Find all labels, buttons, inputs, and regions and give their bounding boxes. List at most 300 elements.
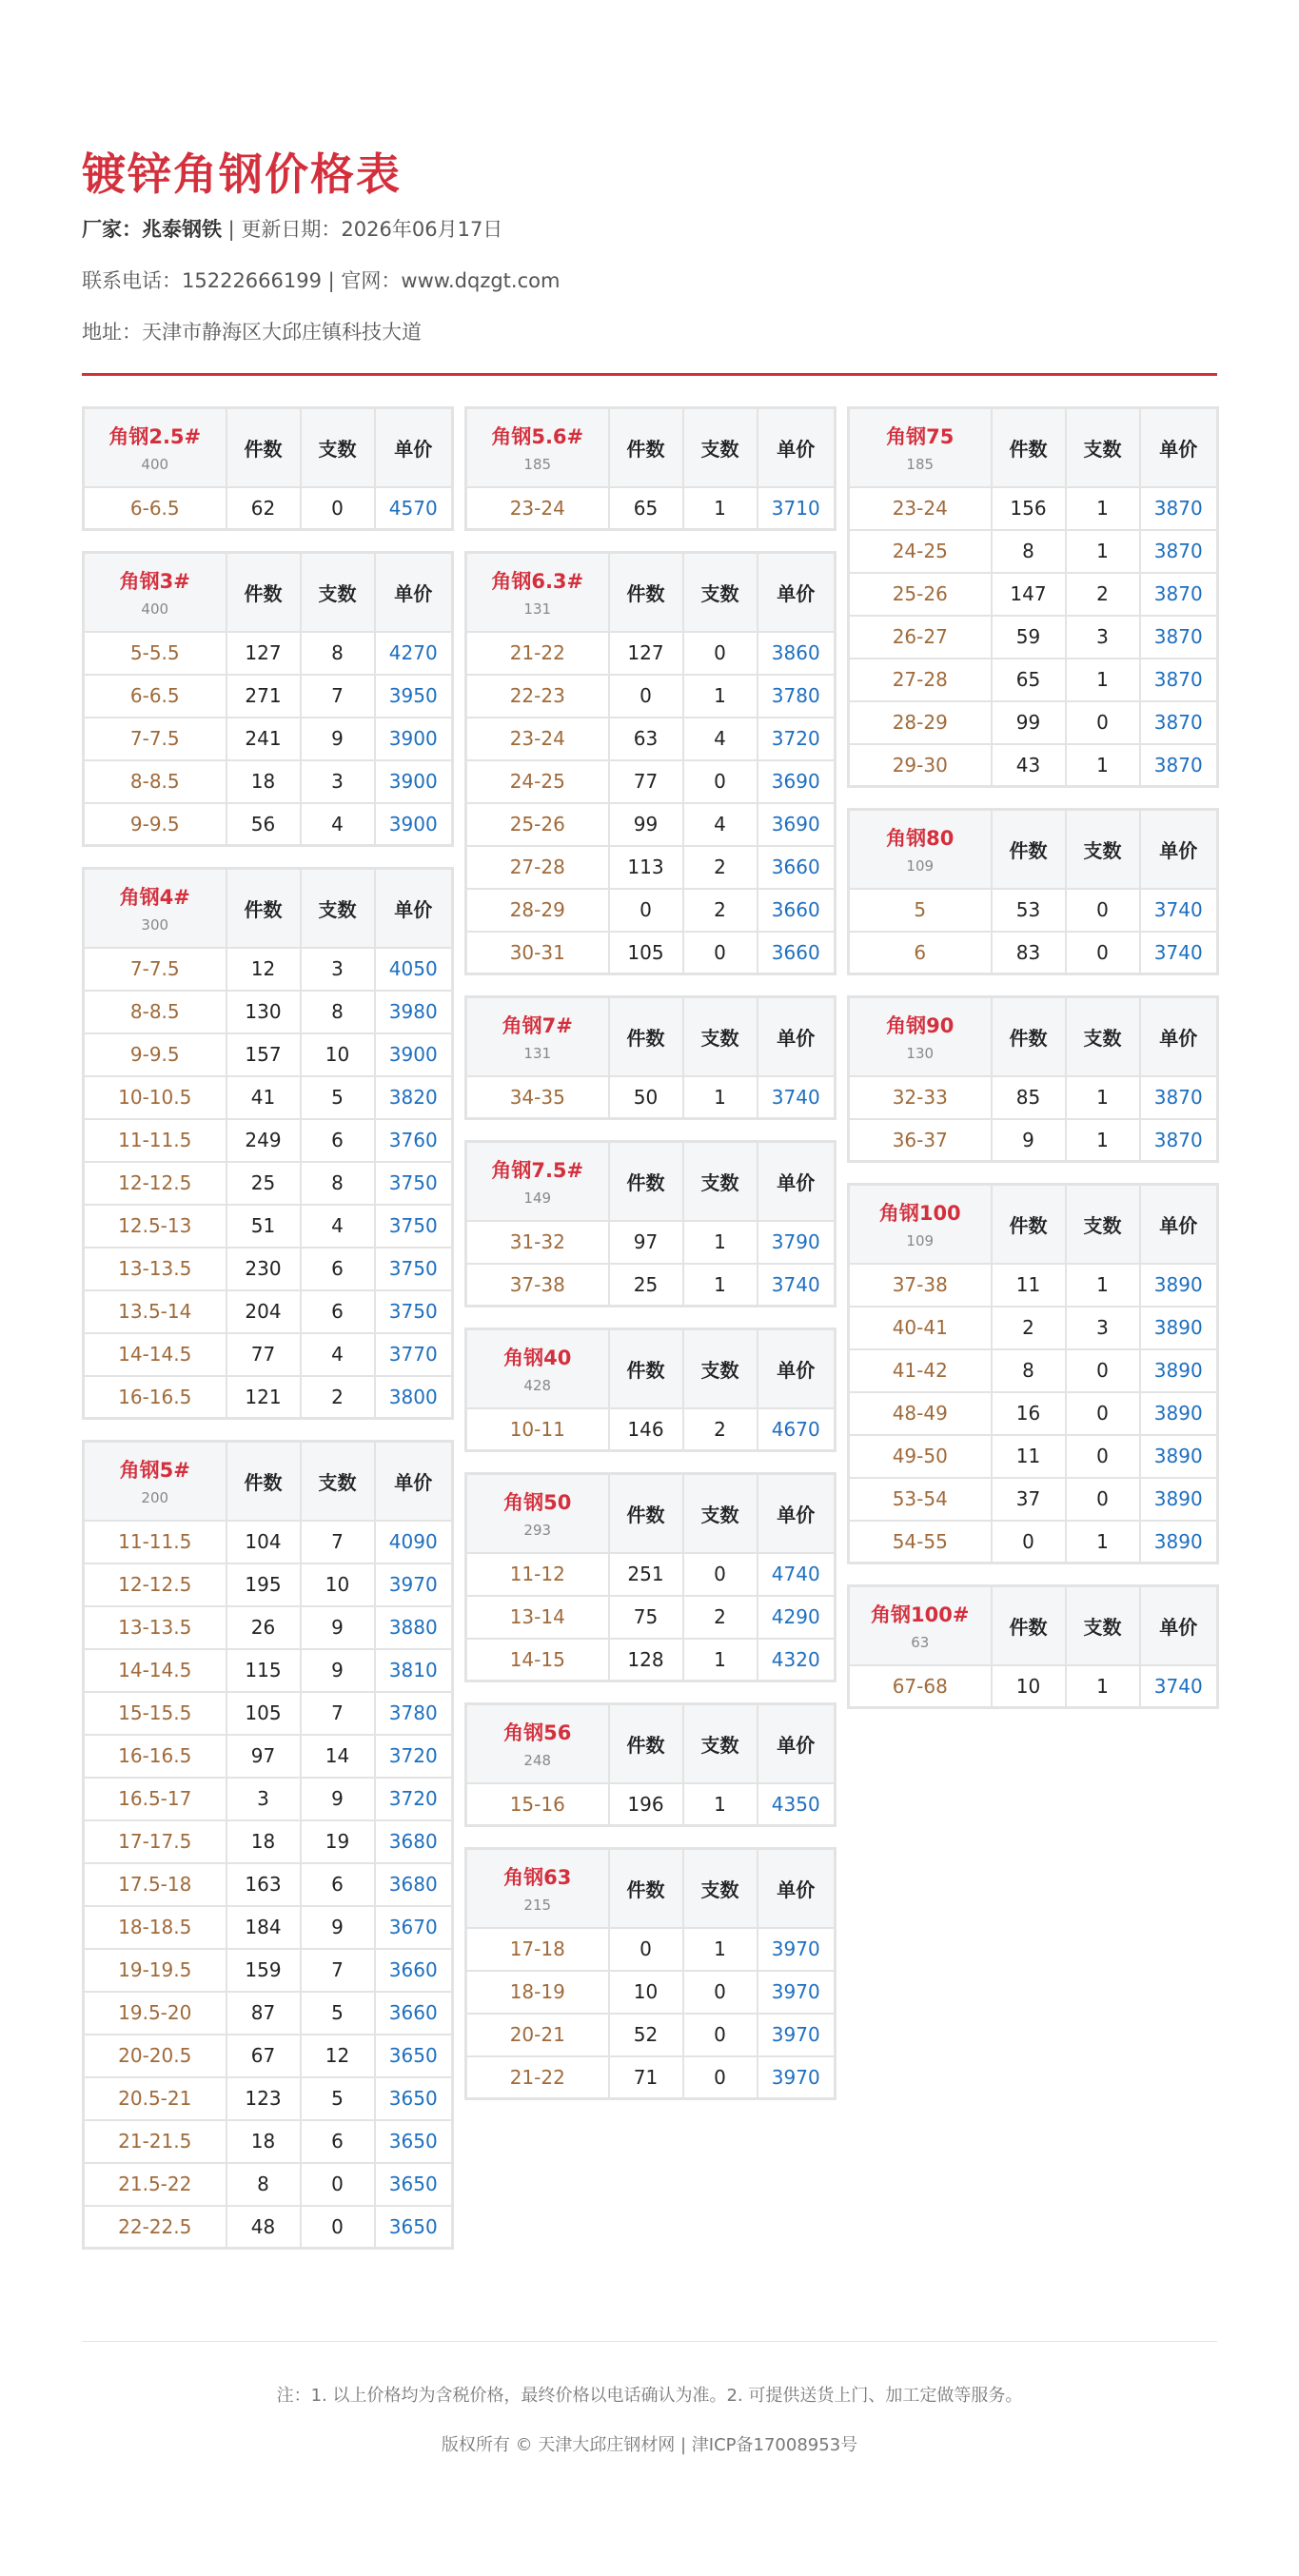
- count-header: 件数: [609, 1142, 683, 1221]
- price-table: [464, 1847, 836, 2100]
- length-range-cell: 34-35: [466, 1076, 609, 1119]
- price-cell: 3870: [1140, 487, 1218, 530]
- count-cell: 11: [992, 1264, 1066, 1307]
- pieces-cell: 3: [1066, 1307, 1140, 1349]
- length-range-cell: 13-14: [466, 1596, 609, 1639]
- count-cell: 41: [226, 1076, 301, 1119]
- price-table: [847, 1183, 1219, 1564]
- table-row: [466, 760, 836, 803]
- price-cell: 3740: [758, 1076, 836, 1119]
- price-table: [464, 1140, 836, 1308]
- product-header: [84, 869, 226, 948]
- count-cell: 48: [226, 2206, 301, 2249]
- length-range-cell: 8-8.5: [84, 760, 226, 803]
- length-range-cell: 16.5-17: [84, 1778, 226, 1820]
- price-cell: 3650: [375, 2120, 453, 2163]
- pieces-header: 支数: [1066, 997, 1140, 1076]
- pieces-header: 支数: [301, 553, 375, 632]
- length-range-cell: 23-24: [466, 487, 609, 530]
- table-row: [466, 1553, 836, 1596]
- price-cell: 3880: [375, 1606, 453, 1649]
- length-range-cell: 20-20.5: [84, 2035, 226, 2077]
- pieces-cell: 1: [683, 1076, 758, 1119]
- price-table: [847, 995, 1219, 1163]
- price-header: 单价: [375, 869, 453, 948]
- pieces-cell: 0: [1066, 1478, 1140, 1521]
- pieces-cell: 4: [301, 1333, 375, 1376]
- pieces-header: 支数: [1066, 408, 1140, 487]
- count-cell: 156: [992, 487, 1066, 530]
- price-cell: 4740: [758, 1553, 836, 1596]
- price-cell: 3950: [375, 675, 453, 718]
- update-date: | 更新日期：2026年06月17日: [222, 218, 503, 241]
- length-range-cell: 11-11.5: [84, 1119, 226, 1162]
- price-cell: 3740: [1140, 889, 1218, 932]
- length-range-cell: 48-49: [849, 1392, 992, 1435]
- count-cell: 43: [992, 744, 1066, 787]
- pieces-cell: 14: [301, 1735, 375, 1778]
- count-header: 件数: [609, 1849, 683, 1928]
- price-cell: 3740: [1140, 1665, 1218, 1708]
- price-cell: 4090: [375, 1521, 453, 1563]
- pieces-cell: 0: [1066, 1435, 1140, 1478]
- product-name: 角钢7.5#: [491, 1159, 584, 1183]
- price-cell: 4270: [375, 632, 453, 675]
- table-row: [84, 1521, 453, 1563]
- product-header: [466, 408, 609, 487]
- pieces-cell: 0: [683, 2014, 758, 2056]
- count-cell: 0: [992, 1521, 1066, 1563]
- pieces-cell: 0: [301, 2163, 375, 2206]
- product-name: 角钢7#: [502, 1014, 573, 1038]
- length-range-cell: 21-22: [466, 2056, 609, 2099]
- length-range-cell: 53-54: [849, 1478, 992, 1521]
- pieces-cell: 5: [301, 1076, 375, 1119]
- table-row: [84, 1949, 453, 1992]
- pieces-cell: 1: [683, 1783, 758, 1826]
- pieces-cell: 1: [683, 487, 758, 530]
- pieces-cell: 2: [683, 889, 758, 932]
- count-cell: 62: [226, 487, 301, 530]
- pieces-header: 支数: [683, 1329, 758, 1408]
- price-cell: 3760: [375, 1119, 453, 1162]
- length-range-cell: 23-24: [466, 718, 609, 760]
- product-header: [466, 1329, 609, 1408]
- length-range-cell: 8-8.5: [84, 991, 226, 1033]
- footer-copyright: 版权所有 © 天津大邱庄钢材网 | 津ICP备17008953号: [441, 2435, 858, 2455]
- length-range-cell: 11-11.5: [84, 1521, 226, 1563]
- pieces-cell: 3: [1066, 616, 1140, 659]
- price-table: [82, 1440, 454, 2250]
- table-row: [849, 1665, 1218, 1708]
- price-cell: 3890: [1140, 1307, 1218, 1349]
- price-cell: 3900: [375, 718, 453, 760]
- price-cell: 4050: [375, 948, 453, 991]
- product-spec: 109: [906, 1232, 935, 1250]
- count-cell: 0: [609, 889, 683, 932]
- length-range-cell: 6: [849, 932, 992, 974]
- product-header: [84, 1442, 226, 1521]
- count-cell: 271: [226, 675, 301, 718]
- price-cell: 3900: [375, 1033, 453, 1076]
- table-header-row: [466, 1142, 836, 1221]
- pieces-cell: 7: [301, 1692, 375, 1735]
- pieces-cell: 1: [1066, 1665, 1140, 1708]
- length-range-cell: 23-24: [849, 487, 992, 530]
- pieces-cell: 4: [683, 803, 758, 846]
- length-range-cell: 10-10.5: [84, 1076, 226, 1119]
- count-cell: 251: [609, 1553, 683, 1596]
- table-row: [849, 530, 1218, 573]
- length-range-cell: 37-38: [849, 1264, 992, 1307]
- price-cell: 3660: [758, 932, 836, 974]
- manufacturer-label: 厂家：兆泰钢铁: [82, 218, 222, 241]
- price-cell: 3890: [1140, 1435, 1218, 1478]
- price-cell: 3720: [375, 1735, 453, 1778]
- count-cell: 128: [609, 1639, 683, 1681]
- length-range-cell: 67-68: [849, 1665, 992, 1708]
- pieces-cell: 8: [301, 991, 375, 1033]
- price-table: [847, 406, 1219, 788]
- price-header: 单价: [758, 1329, 836, 1408]
- table-row: [84, 803, 453, 846]
- pieces-cell: 1: [683, 1639, 758, 1681]
- price-header: 单价: [758, 1849, 836, 1928]
- price-header: 单价: [758, 408, 836, 487]
- table-row: [466, 487, 836, 530]
- price-cell: 3970: [758, 1971, 836, 2014]
- pieces-cell: 2: [683, 1596, 758, 1639]
- pieces-header: 支数: [683, 997, 758, 1076]
- count-cell: 18: [226, 1820, 301, 1863]
- price-header: 单价: [1140, 997, 1218, 1076]
- length-range-cell: 31-32: [466, 1221, 609, 1264]
- count-cell: 8: [992, 1349, 1066, 1392]
- table-row: [84, 2035, 453, 2077]
- count-cell: 3: [226, 1778, 301, 1820]
- pieces-cell: 8: [301, 1162, 375, 1205]
- count-cell: 130: [226, 991, 301, 1033]
- table-row: [84, 487, 453, 530]
- table-row: [84, 675, 453, 718]
- length-range-cell: 21-21.5: [84, 2120, 226, 2163]
- length-range-cell: 11-12: [466, 1553, 609, 1596]
- product-header: [466, 553, 609, 632]
- pieces-cell: 19: [301, 1820, 375, 1863]
- price-header: 单价: [1140, 408, 1218, 487]
- length-range-cell: 21-22: [466, 632, 609, 675]
- pieces-cell: 7: [301, 1949, 375, 1992]
- product-name: 角钢50: [503, 1491, 572, 1515]
- table-row: [849, 889, 1218, 932]
- price-cell: 3650: [375, 2163, 453, 2206]
- table-row: [84, 1333, 453, 1376]
- length-range-cell: 24-25: [466, 760, 609, 803]
- length-range-cell: 14-14.5: [84, 1333, 226, 1376]
- price-cell: 3690: [758, 803, 836, 846]
- pieces-cell: 0: [301, 487, 375, 530]
- pieces-cell: 0: [1066, 1349, 1140, 1392]
- product-header: [466, 1142, 609, 1221]
- table-row: [466, 2056, 836, 2099]
- count-cell: 204: [226, 1290, 301, 1333]
- table-header-row: [849, 408, 1218, 487]
- count-cell: 249: [226, 1119, 301, 1162]
- length-range-cell: 19.5-20: [84, 1992, 226, 2035]
- length-range-cell: 13-13.5: [84, 1606, 226, 1649]
- length-range-cell: 21.5-22: [84, 2163, 226, 2206]
- pieces-cell: 1: [1066, 659, 1140, 701]
- address-line: 地址：天津市静海区大邱庄镇科技大道: [82, 321, 422, 344]
- count-cell: 127: [226, 632, 301, 675]
- price-cell: 3800: [375, 1376, 453, 1419]
- table-row: [466, 1596, 836, 1639]
- product-spec: 200: [141, 1489, 169, 1507]
- product-spec: 63: [911, 1634, 930, 1652]
- product-spec: 131: [523, 600, 552, 619]
- product-name: 角钢63: [503, 1866, 572, 1890]
- table-row: [466, 1221, 836, 1264]
- table-row: [84, 1778, 453, 1820]
- price-cell: 3890: [1140, 1392, 1218, 1435]
- price-cell: 3740: [1140, 932, 1218, 974]
- pieces-header: 支数: [683, 553, 758, 632]
- length-range-cell: 49-50: [849, 1435, 992, 1478]
- count-cell: 0: [609, 1928, 683, 1971]
- price-cell: 4320: [758, 1639, 836, 1681]
- product-spec: 428: [523, 1377, 552, 1395]
- count-header: 件数: [992, 408, 1066, 487]
- product-name: 角钢56: [503, 1721, 572, 1745]
- count-cell: 59: [992, 616, 1066, 659]
- pieces-cell: 0: [1066, 701, 1140, 744]
- length-range-cell: 26-27: [849, 616, 992, 659]
- pieces-cell: 0: [683, 632, 758, 675]
- pieces-cell: 0: [1066, 932, 1140, 974]
- price-cell: 3670: [375, 1906, 453, 1949]
- price-header: 单价: [375, 1442, 453, 1521]
- length-range-cell: 7-7.5: [84, 948, 226, 991]
- table-row: [84, 1376, 453, 1419]
- table-header-row: [84, 408, 453, 487]
- count-cell: 71: [609, 2056, 683, 2099]
- count-cell: 104: [226, 1521, 301, 1563]
- pieces-cell: 4: [301, 803, 375, 846]
- count-header: 件数: [226, 869, 301, 948]
- price-cell: 3740: [758, 1264, 836, 1307]
- pieces-cell: 1: [1066, 487, 1140, 530]
- pieces-cell: 2: [301, 1376, 375, 1419]
- table-header-row: [849, 1185, 1218, 1264]
- table-row: [466, 1076, 836, 1119]
- count-cell: 53: [992, 889, 1066, 932]
- count-cell: 67: [226, 2035, 301, 2077]
- length-range-cell: 27-28: [466, 846, 609, 889]
- product-spec: 185: [523, 456, 552, 474]
- price-cell: 4350: [758, 1783, 836, 1826]
- pieces-cell: 0: [683, 760, 758, 803]
- product-name: 角钢4#: [119, 886, 190, 910]
- table-row: [84, 1162, 453, 1205]
- count-cell: 8: [226, 2163, 301, 2206]
- pieces-cell: 0: [301, 2206, 375, 2249]
- table-row: [84, 1863, 453, 1906]
- table-row: [84, 2077, 453, 2120]
- product-spec: 400: [141, 456, 169, 474]
- price-cell: 4290: [758, 1596, 836, 1639]
- price-table: [464, 1472, 836, 1682]
- count-cell: 105: [226, 1692, 301, 1735]
- pieces-cell: 4: [683, 718, 758, 760]
- length-range-cell: 20.5-21: [84, 2077, 226, 2120]
- table-header-row: [466, 408, 836, 487]
- price-header: 单价: [758, 553, 836, 632]
- table-row: [466, 1639, 836, 1681]
- pieces-cell: 10: [301, 1033, 375, 1076]
- price-header: 单价: [375, 553, 453, 632]
- price-table: [847, 1584, 1219, 1709]
- count-cell: 85: [992, 1076, 1066, 1119]
- count-cell: 11: [992, 1435, 1066, 1478]
- table-row: [84, 1563, 453, 1606]
- length-range-cell: 16-16.5: [84, 1735, 226, 1778]
- length-range-cell: 12.5-13: [84, 1205, 226, 1248]
- length-range-cell: 32-33: [849, 1076, 992, 1119]
- length-range-cell: 24-25: [849, 530, 992, 573]
- table-row: [466, 932, 836, 974]
- price-cell: 3870: [1140, 701, 1218, 744]
- product-header: [849, 408, 992, 487]
- price-cell: 3680: [375, 1820, 453, 1863]
- price-header: 单价: [1140, 810, 1218, 889]
- table-row: [466, 2014, 836, 2056]
- price-cell: 4570: [375, 487, 453, 530]
- price-table: [82, 867, 454, 1420]
- count-cell: 147: [992, 573, 1066, 616]
- price-cell: 3650: [375, 2035, 453, 2077]
- product-header: [849, 1586, 992, 1665]
- length-range-cell: 7-7.5: [84, 718, 226, 760]
- table-row: [84, 1735, 453, 1778]
- table-header-row: [84, 869, 453, 948]
- price-cell: 3810: [375, 1649, 453, 1692]
- pieces-cell: 1: [683, 675, 758, 718]
- length-range-cell: 40-41: [849, 1307, 992, 1349]
- price-cell: 3970: [375, 1563, 453, 1606]
- pieces-cell: 9: [301, 718, 375, 760]
- count-header: 件数: [609, 408, 683, 487]
- pieces-header: 支数: [1066, 1586, 1140, 1665]
- count-header: 件数: [226, 1442, 301, 1521]
- length-range-cell: 12-12.5: [84, 1563, 226, 1606]
- price-cell: 3970: [758, 2014, 836, 2056]
- count-header: 件数: [609, 553, 683, 632]
- pieces-cell: 1: [683, 1928, 758, 1971]
- product-name: 角钢3#: [119, 570, 190, 594]
- product-header: [466, 1474, 609, 1553]
- table-header-row: [466, 553, 836, 632]
- pieces-cell: 3: [301, 948, 375, 991]
- table-header-row: [466, 1849, 836, 1928]
- price-cell: 3660: [375, 1992, 453, 2035]
- length-range-cell: 6-6.5: [84, 675, 226, 718]
- count-cell: 230: [226, 1248, 301, 1290]
- product-header: [84, 408, 226, 487]
- length-range-cell: 17.5-18: [84, 1863, 226, 1906]
- length-range-cell: 17-17.5: [84, 1820, 226, 1863]
- table-header-row: [466, 1329, 836, 1408]
- count-cell: 77: [226, 1333, 301, 1376]
- table-row: [849, 1349, 1218, 1392]
- count-cell: 10: [992, 1665, 1066, 1708]
- pieces-cell: 5: [301, 1992, 375, 2035]
- count-cell: 9: [992, 1119, 1066, 1162]
- table-row: [849, 932, 1218, 974]
- pieces-cell: 9: [301, 1778, 375, 1820]
- length-range-cell: 14-15: [466, 1639, 609, 1681]
- table-row: [849, 659, 1218, 701]
- table-header-row: [849, 997, 1218, 1076]
- pieces-cell: 6: [301, 1290, 375, 1333]
- page-title: 镀锌角钢价格表: [82, 148, 402, 200]
- price-column: [847, 406, 1216, 1709]
- price-cell: 3860: [758, 632, 836, 675]
- product-spec: 109: [906, 857, 935, 875]
- table-row: [84, 1119, 453, 1162]
- table-row: [84, 1248, 453, 1290]
- length-range-cell: 22-22.5: [84, 2206, 226, 2249]
- pieces-cell: 1: [1066, 530, 1140, 573]
- pieces-cell: 0: [1066, 889, 1140, 932]
- price-cell: 3870: [1140, 530, 1218, 573]
- pieces-cell: 2: [1066, 573, 1140, 616]
- product-header: [466, 1849, 609, 1928]
- table-row: [849, 616, 1218, 659]
- length-range-cell: 5-5.5: [84, 632, 226, 675]
- product-spec: 215: [523, 1897, 552, 1915]
- pieces-header: 支数: [683, 1474, 758, 1553]
- price-cell: 3900: [375, 803, 453, 846]
- price-cell: 3780: [375, 1692, 453, 1735]
- count-cell: 10: [609, 1971, 683, 2014]
- pieces-cell: 12: [301, 2035, 375, 2077]
- price-column: [464, 406, 834, 2100]
- length-range-cell: 19-19.5: [84, 1949, 226, 1992]
- price-cell: 3820: [375, 1076, 453, 1119]
- table-row: [84, 718, 453, 760]
- table-header-row: [466, 1704, 836, 1783]
- price-cell: 3900: [375, 760, 453, 803]
- table-row: [466, 632, 836, 675]
- count-cell: 113: [609, 846, 683, 889]
- length-range-cell: 27-28: [849, 659, 992, 701]
- pieces-header: 支数: [683, 1704, 758, 1783]
- price-cell: 3970: [758, 2056, 836, 2099]
- product-spec: 400: [141, 600, 169, 619]
- length-range-cell: 16-16.5: [84, 1376, 226, 1419]
- table-row: [84, 760, 453, 803]
- count-cell: 123: [226, 2077, 301, 2120]
- count-cell: 99: [992, 701, 1066, 744]
- table-header-row: [849, 810, 1218, 889]
- product-spec: 248: [523, 1752, 552, 1770]
- price-cell: 3870: [1140, 659, 1218, 701]
- contact-line: 联系电话：15222666199 | 官网：www.dqzgt.com: [82, 269, 561, 292]
- price-table: [82, 406, 454, 531]
- price-table: [464, 1327, 836, 1452]
- length-range-cell: 25-26: [849, 573, 992, 616]
- price-cell: 3690: [758, 760, 836, 803]
